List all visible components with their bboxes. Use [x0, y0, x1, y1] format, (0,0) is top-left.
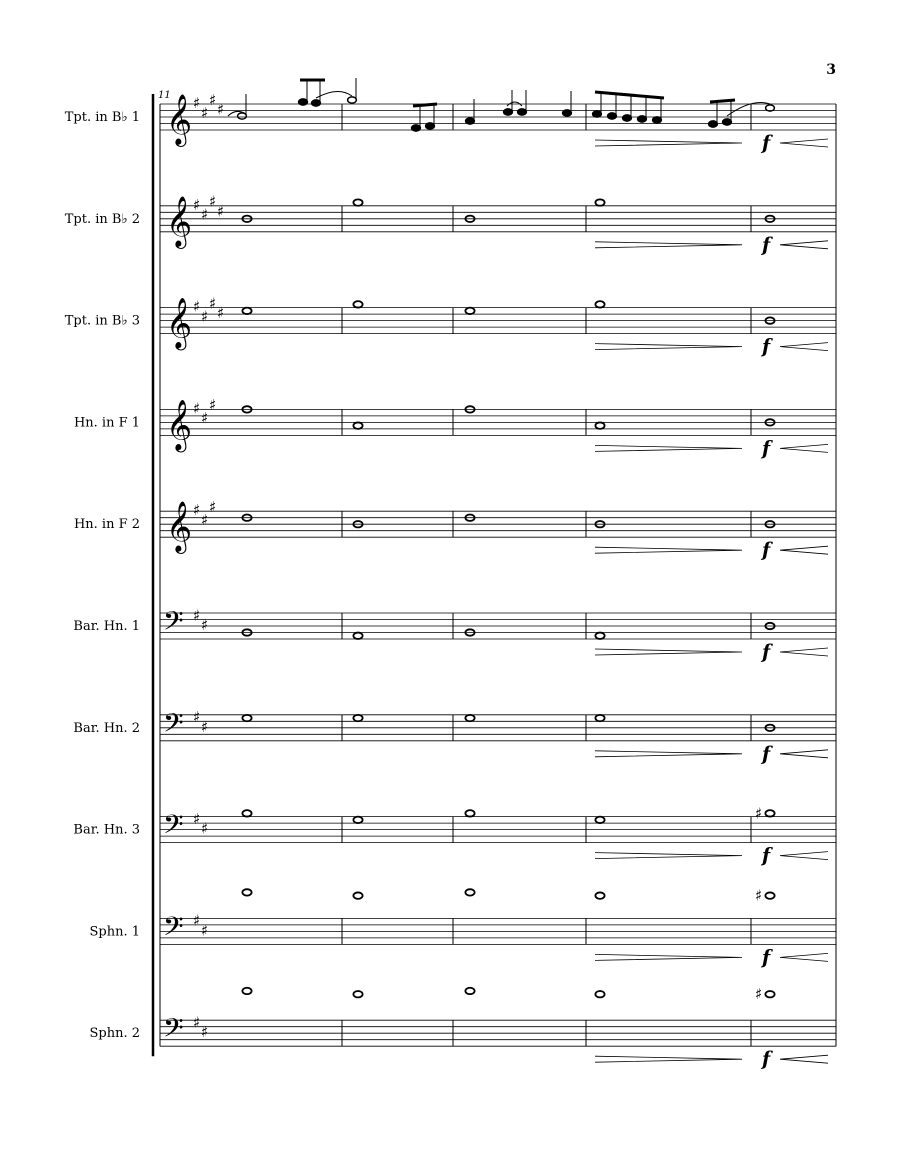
instrument-label: Bar. Hn. 3: [73, 822, 140, 838]
whole-note: [595, 199, 604, 205]
note-head: [348, 97, 357, 103]
sharp-icon: ♯: [193, 501, 201, 520]
whole-note: [465, 810, 474, 816]
note-head: [504, 109, 513, 115]
hairpin: [595, 242, 742, 248]
whole-note: [595, 817, 604, 823]
bass-clef-icon: 𝄢: [163, 910, 184, 949]
note-head: [412, 125, 421, 131]
whole-note: [595, 892, 604, 898]
hairpin: [780, 1055, 828, 1063]
hairpin: [595, 547, 742, 553]
whole-note: [465, 308, 474, 314]
whole-note: [465, 988, 474, 994]
bass-clef-icon: 𝄢: [163, 706, 184, 745]
treble-clef-icon: 𝄞: [166, 297, 193, 349]
dynamic-forte: f: [762, 946, 771, 969]
treble-clef-icon: 𝄞: [166, 94, 193, 145]
sharp-icon: ♯: [201, 921, 209, 940]
sharp-icon: ♯: [193, 297, 201, 316]
beam: [710, 100, 735, 102]
measure-number: 11: [158, 90, 171, 101]
note-head: [299, 99, 308, 105]
sharp-icon: ♯: [755, 985, 763, 1004]
hairpin: [595, 140, 742, 146]
instrument-label: Sphn. 1: [89, 924, 140, 940]
whole-note: [242, 810, 251, 816]
sharp-icon: ♯: [201, 510, 209, 529]
hairpin: [595, 1056, 742, 1062]
treble-clef-icon: 𝄞: [166, 195, 193, 247]
whole-note: [242, 988, 251, 994]
instrument-label: Hn. in F 2: [73, 517, 140, 533]
note-head: [426, 123, 435, 129]
dynamic-forte: f: [762, 742, 771, 765]
tie: [316, 91, 352, 98]
bass-clef-icon: 𝄢: [163, 808, 184, 847]
instrument-label: Bar. Hn. 1: [73, 619, 140, 634]
sharp-icon: ♯: [193, 195, 201, 214]
sharp-icon: ♯: [193, 1013, 201, 1032]
sharp-icon: ♯: [193, 809, 201, 828]
treble-clef-icon: 𝄞: [166, 399, 193, 451]
sharp-icon: ♯: [201, 616, 209, 634]
note-head: [466, 118, 475, 124]
whole-note: [765, 810, 774, 816]
sharp-icon: ♯: [209, 90, 217, 109]
whole-note: [595, 633, 604, 639]
hairpin: [780, 953, 828, 961]
hairpin: [595, 954, 742, 960]
sharp-icon: ♯: [201, 1023, 209, 1042]
instrument-label: Tpt. in B♭ 2: [64, 211, 140, 227]
sharp-icon: ♯: [217, 304, 225, 323]
staff-systems: [65, 78, 836, 1070]
whole-note: [465, 889, 474, 895]
whole-note: [353, 633, 362, 639]
sharp-icon: ♯: [209, 192, 217, 211]
note-head: [723, 119, 732, 125]
whole-note: [595, 422, 604, 428]
dynamic-forte: f: [762, 1048, 771, 1071]
hairpin: [780, 852, 828, 860]
dynamic-forte: f: [762, 844, 771, 867]
whole-note: [353, 991, 362, 997]
note-head: [312, 100, 321, 106]
whole-note: [353, 817, 362, 823]
whole-note: [765, 991, 774, 997]
hairpin: [780, 750, 828, 758]
instrument-label: Sphn. 2: [89, 1026, 140, 1042]
whole-note: [595, 715, 604, 721]
note-head: [638, 116, 647, 122]
bass-clef-icon: 𝄢: [163, 605, 184, 643]
sharp-icon: ♯: [755, 804, 763, 823]
sharp-icon: ♯: [193, 399, 201, 418]
sharp-icon: ♯: [193, 911, 201, 930]
instrument-label: Bar. Hn. 2: [73, 720, 140, 736]
note-head: [593, 111, 602, 117]
whole-note: [465, 715, 474, 721]
dynamic-forte: f: [762, 437, 771, 460]
whole-note: [765, 892, 774, 898]
instrument-label: Hn. in F 1: [73, 415, 140, 431]
hairpin: [595, 344, 742, 350]
sharp-icon: ♯: [201, 307, 209, 326]
sharp-icon: ♯: [201, 409, 209, 428]
note-head: [518, 109, 527, 115]
instrument-label: Tpt. in B♭ 1: [64, 110, 140, 125]
hairpin: [595, 751, 742, 757]
sharp-icon: ♯: [209, 396, 217, 415]
beam: [413, 104, 437, 106]
whole-note: [353, 892, 362, 898]
hairpin: [595, 853, 742, 859]
beam: [595, 92, 664, 98]
sharp-icon: ♯: [201, 717, 209, 736]
sharp-icon: ♯: [209, 497, 217, 516]
sharp-icon: ♯: [201, 205, 209, 224]
sharp-icon: ♯: [217, 202, 225, 221]
whole-note: [242, 308, 251, 314]
note-head: [563, 110, 572, 116]
sharp-icon: ♯: [209, 294, 217, 313]
sharp-icon: ♯: [201, 819, 209, 838]
whole-note: [595, 991, 604, 997]
page-number: 3: [826, 62, 836, 78]
sharp-icon: ♯: [193, 708, 201, 727]
treble-clef-icon: 𝄞: [166, 501, 193, 553]
whole-note: [353, 715, 362, 721]
whole-note: [353, 422, 362, 428]
whole-note: [353, 199, 362, 205]
bass-clef-icon: 𝄢: [163, 1012, 184, 1051]
hairpin: [780, 444, 828, 452]
dynamic-forte: f: [762, 539, 771, 562]
whole-note: [242, 889, 251, 895]
note-head: [653, 117, 662, 123]
note-head: [608, 113, 617, 119]
dynamic-forte: f: [762, 641, 771, 663]
sharp-icon: ♯: [755, 886, 763, 905]
instrument-label: Tpt. in B♭ 3: [64, 313, 140, 329]
note-head: [623, 115, 632, 121]
whole-note: [353, 301, 362, 307]
sharp-icon: ♯: [217, 100, 225, 119]
sharp-icon: ♯: [201, 103, 209, 122]
hairpin: [780, 241, 828, 249]
tie: [727, 103, 770, 117]
dynamic-forte: f: [762, 132, 771, 154]
whole-note: [242, 715, 251, 721]
hairpin: [780, 546, 828, 554]
hairpin: [780, 343, 828, 351]
hairpin: [780, 139, 828, 147]
hairpin: [780, 648, 828, 656]
whole-note: [595, 301, 604, 307]
sharp-icon: ♯: [193, 94, 201, 112]
hairpin: [595, 445, 742, 451]
hairpin: [595, 649, 742, 655]
sharp-icon: ♯: [193, 606, 201, 625]
dynamic-forte: f: [762, 335, 771, 358]
note-head: [709, 121, 718, 127]
dynamic-forte: f: [762, 233, 771, 256]
